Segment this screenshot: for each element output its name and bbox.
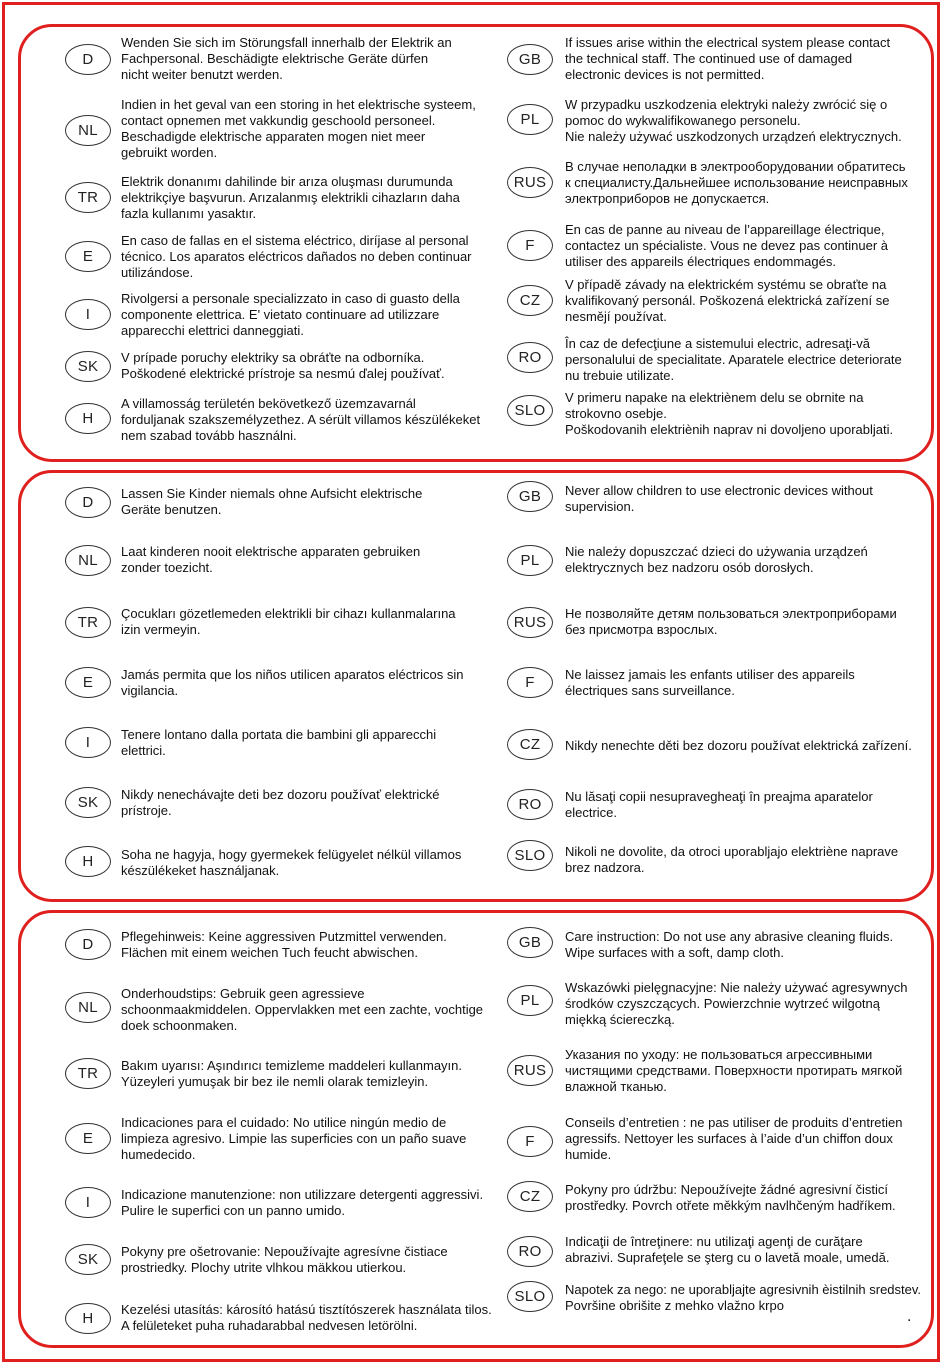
instruction-text-i: Indicazione manutenzione: non utilizzare detergenti aggressivi. Pulire le superfici con un panno umido. [121, 1187, 484, 1218]
language-code-sk: SK [65, 1244, 111, 1275]
instruction-text-slo: Napotek za nego: ne uporabljajte agresivnih èistilnih sredstev. Površine obrišite z mehko vlažno krpo [565, 1282, 922, 1313]
instruction-text-f: En cas de panne au niveau de l’appareillage électrique, contactez un spécialiste. Vous ne devez pas continuer à utiliser des appareils électriques endommagés. [565, 222, 889, 269]
instruction-text-slo: Nikoli ne dovolite, da otroci uporabljajo elektriène naprave brez nadzora. [565, 844, 899, 875]
language-code-i: I [65, 299, 111, 330]
language-code-cz: CZ [507, 285, 553, 316]
instruction-text-cz: Nikdy nenechte děti bez dozoru používat elektrická zařízení. [565, 738, 912, 753]
instruction-text-pl: Nie należy dopuszczać dzieci do używania urządzeń elektrycznych bez nadzoru osób dorosłych. [565, 544, 868, 575]
language-code-tr: TR [65, 1058, 111, 1089]
language-code-nl: NL [65, 992, 111, 1023]
language-code-gb: GB [507, 481, 553, 512]
instruction-text-f: Conseils d’entretien : ne pas utiliser de produits d’entretien agressifs. Nettoyer les surfaces à l’aide d’un chiffon doux humide. [565, 1115, 903, 1162]
language-code-f: F [507, 1126, 553, 1157]
instruction-text-e: En caso de fallas en el sistema eléctrico, diríjase al personal técnico. Los aparatos eléctricos dañados no deben continuar utilizándose. [121, 233, 472, 280]
instruction-text-nl: Onderhoudstips: Gebruik geen agressieve schoonmaakmiddelen. Oppervlakken met een zachte, vochtige doek schoonmaken. [121, 986, 484, 1033]
instruction-text-d: Wenden Sie sich im Störungsfall innerhalb der Elektrik an Fachpersonal. Beschädigte elektrische Geräte dürfen nicht weiter benutzt werden. [121, 35, 452, 82]
language-code-pl: PL [507, 104, 553, 135]
language-code-nl: NL [65, 545, 111, 576]
language-code-nl: NL [65, 115, 111, 146]
language-code-e: E [65, 667, 111, 698]
language-code-d: D [65, 929, 111, 960]
instruction-text-rus: Не позволяйте детям пользоваться электроприборами без присмотра взрослых. [565, 606, 897, 637]
trailing-mark: . [907, 1308, 912, 1325]
instruction-text-pl: Wskazówki pielęgnacyjne: Nie należy używać agresywnych środków czyszczących. Powierzchnie wytrzeć wilgotną miękką ściereczką. [565, 980, 908, 1027]
language-code-i: I [65, 727, 111, 758]
instruction-text-slo: V primeru napake na elektriènem delu se obrnite na strokovno osebje. Poškodovanih elektriènih naprav ni dovoljeno uporabljati. [565, 390, 894, 437]
instruction-text-pl: W przypadku uszkodzenia elektryki należy zwrócić się o pomoc do wykwalifikowanego personelu. Nie należy używać uszkodzonych urządzeń elektrycznych. [565, 97, 902, 144]
instruction-text-rus: Указания по уходу: не пользоваться агрессивными чистящими средствами. Поверхности протирать мягкой влажной тканью. [565, 1047, 903, 1094]
instruction-text-gb: If issues arise within the electrical system please contact the technical staff. The continued use of damaged electronic devices is not permitted. [565, 35, 891, 82]
language-code-rus: RUS [507, 167, 553, 198]
instruction-text-nl: Indien in het geval van een storing in het elektrische systeem, contact opnemen met vakkundig geschoold personeel. Beschadigde elektrische apparaten mogen niet meer gebruikt worden. [121, 97, 476, 160]
language-code-cz: CZ [507, 1181, 553, 1212]
language-code-h: H [65, 403, 111, 434]
instruction-text-ro: Indicaţii de întreţinere: nu utilizaţi agenţi de curăţare abrazivi. Suprafeţele se şterg cu o lavetă moale, umedă. [565, 1234, 890, 1265]
instruction-text-tr: Çocukları gözetlemeden elektrikli bir cihazı kullanmalarına izin vermeyin. [121, 606, 456, 637]
language-code-d: D [65, 44, 111, 75]
instruction-text-tr: Bakım uyarısı: Aşındırıcı temizleme maddeleri kullanmayın. Yüzeyleri yumuşak bir bez ile nemli olarak temizleyin. [121, 1058, 463, 1089]
language-code-tr: TR [65, 607, 111, 638]
instruction-text-ro: Nu lăsaţi copii nesupravegheaţi în preajma aparatelor electrice. [565, 789, 873, 820]
instruction-text-gb: Care instruction: Do not use any abrasive cleaning fluids. Wipe surfaces with a soft, damp cloth. [565, 929, 894, 960]
instruction-text-h: A villamosság területén bekövetkező üzemzavarnál forduljanak szakszemélyzethez. A sérült villamos készülékeket nem szabad tovább használni. [121, 396, 481, 443]
language-code-e: E [65, 1123, 111, 1154]
language-code-h: H [65, 1303, 111, 1334]
instruction-text-tr: Elektrik donanımı dahilinde bir arıza oluşması durumunda elektrikçiye başvurun. Arızalanmış elektrikli cihazların daha fazla kullanımı yasaktır. [121, 174, 460, 221]
language-code-slo: SLO [507, 395, 553, 426]
language-code-slo: SLO [507, 840, 553, 871]
instruction-text-ro: În caz de defecţiune a sistemului electric, adresaţi-vă personalului de specialitate. Aparatele electrice deteriorate nu trebuie utilizate. [565, 336, 902, 383]
language-code-i: I [65, 1187, 111, 1218]
language-code-sk: SK [65, 787, 111, 818]
instruction-text-e: Jamás permita que los niños utilicen aparatos eléctricos sin vigilancia. [121, 667, 464, 698]
language-code-h: H [65, 846, 111, 877]
language-code-cz: CZ [507, 729, 553, 760]
language-code-sk: SK [65, 351, 111, 382]
instruction-text-nl: Laat kinderen nooit elektrische apparaten gebruiken zonder toezicht. [121, 544, 421, 575]
language-code-tr: TR [65, 182, 111, 213]
instruction-text-sk: Pokyny pre ošetrovanie: Nepoužívajte agresívne čistiace prostriedky. Plochy utrite vlhkou mäkkou utierkou. [121, 1244, 448, 1275]
language-code-ro: RO [507, 342, 553, 373]
language-code-pl: PL [507, 545, 553, 576]
language-code-pl: PL [507, 985, 553, 1016]
instruction-text-cz: V případě závady na elektrickém systému se obraťte na kvalifikovaný personál. Poškozená elektrická zařízení se nesmějí používat. [565, 277, 890, 324]
instruction-text-i: Rivolgersi a personale specializzato in caso di guasto della componente elettrica. E' vietato continuare ad utilizzare apparecchi elettrici danneggiati. [121, 291, 460, 338]
instruction-text-d: Pflegehinweis: Keine aggressiven Putzmittel verwenden. Flächen mit einem weichen Tuch feucht abwischen. [121, 929, 447, 960]
instruction-text-sk: Nikdy nenechávajte deti bez dozoru používať elektrické prístroje. [121, 787, 440, 818]
language-code-f: F [507, 230, 553, 261]
instruction-text-f: Ne laissez jamais les enfants utiliser des appareils électriques sans surveillance. [565, 667, 855, 698]
instruction-text-d: Lassen Sie Kinder niemals ohne Aufsicht elektrische Geräte benutzen. [121, 486, 423, 517]
language-code-rus: RUS [507, 1055, 553, 1086]
language-code-rus: RUS [507, 607, 553, 638]
language-code-slo: SLO [507, 1281, 553, 1312]
language-code-gb: GB [507, 44, 553, 75]
instruction-text-gb: Never allow children to use electronic devices without supervision. [565, 483, 873, 514]
language-code-d: D [65, 487, 111, 518]
language-code-gb: GB [507, 927, 553, 958]
instruction-text-i: Tenere lontano dalla portata die bambini gli apparecchi elettrici. [121, 727, 437, 758]
instruction-text-rus: В случае неполадки в электрооборудовании обратитесь к специалисту.Дальнейшее использование неисправных электроприборов не допускается. [565, 159, 908, 206]
instruction-text-e: Indicaciones para el cuidado: No utilice ningún medio de limpieza agresivo. Limpie las superficies con un paño suave humedecido. [121, 1115, 467, 1162]
language-code-ro: RO [507, 1236, 553, 1267]
instruction-text-h: Soha ne hagyja, hogy gyermekek felügyelet nélkül villamos készülékeket használjanak. [121, 847, 462, 878]
instruction-text-h: Kezelési utasítás: károsító hatású tisztítószerek használata tilos. A felületeket puha ruhadarabbal nedvesen letörölni. [121, 1302, 492, 1333]
instruction-text-sk: V prípade poruchy elektriky sa obráťte na odborníka. Poškodené elektrické prístroje sa nesmú ďalej používať. [121, 350, 445, 381]
instruction-text-cz: Pokyny pro údržbu: Nepoužívejte žádné agresivní čisticí prostředky. Povrch otřete měkkým navlhčeným hadříkem. [565, 1182, 896, 1213]
language-code-ro: RO [507, 789, 553, 820]
language-code-f: F [507, 667, 553, 698]
language-code-e: E [65, 241, 111, 272]
